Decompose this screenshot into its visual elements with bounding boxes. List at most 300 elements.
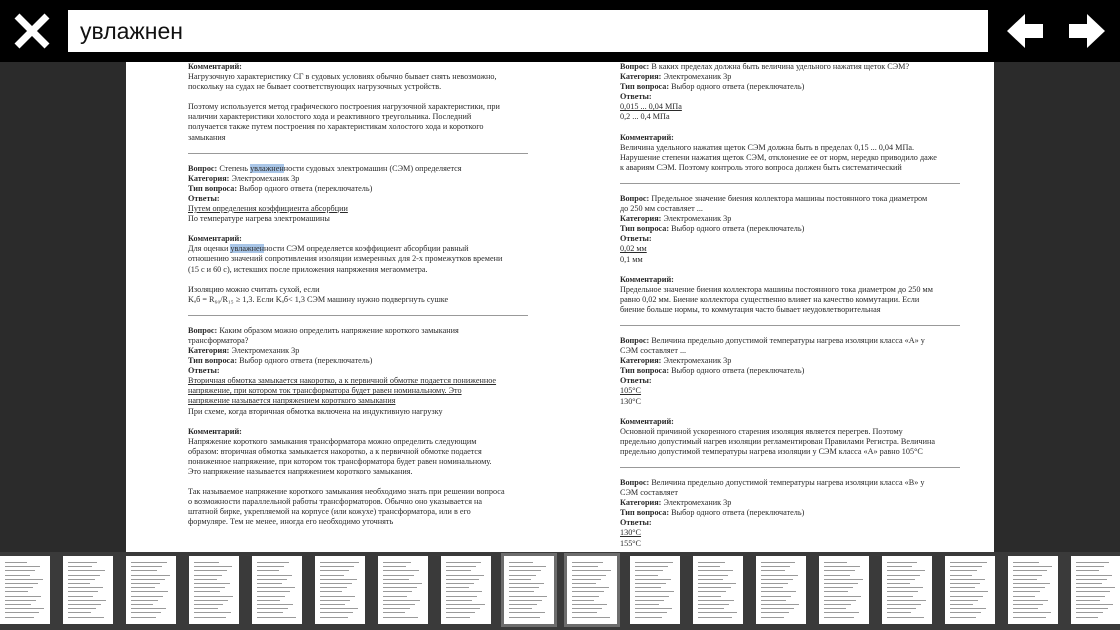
thumbnail-text-line [509, 587, 539, 588]
text-line: предельно допустимый нагрев изоляции регламентирован Правилами Регистра. Величина [620, 436, 935, 446]
thumbnail-text-line [572, 579, 601, 580]
thumbnail-text-line [761, 579, 793, 580]
thumbnail-text-line [131, 575, 170, 576]
page-thumbnail[interactable] [189, 556, 239, 624]
thumbnail-text-line [824, 575, 850, 576]
thumbnail-text-line [446, 591, 482, 592]
thumbnail-text-line [383, 617, 418, 618]
thumbnail-text-line [761, 587, 783, 588]
thumbnail-text-line [509, 608, 532, 609]
thumbnail-text-line [1013, 575, 1042, 576]
thumbnail-text-line [446, 575, 484, 576]
thumbnail-text-line [68, 579, 95, 580]
thumbnail-text-line [824, 591, 848, 592]
thumbnail-text-line [509, 575, 536, 576]
thumbnail-text-line [194, 587, 225, 588]
thumbnail-text-line [383, 579, 409, 580]
question-line: Вопрос: Степень увлажненности судовых электромашин (СЭМ) определяется [188, 163, 462, 173]
thumbnail-text-line [5, 583, 38, 584]
thumbnail-text-line [5, 617, 34, 618]
thumbnail-text-line [194, 596, 233, 597]
thumbnail-text-line [887, 600, 926, 601]
type-line: Тип вопроса: Выбор одного ответа (переключатель) [188, 183, 373, 193]
page-thumbnail[interactable] [0, 556, 50, 624]
thumbnail-text-line [1076, 570, 1099, 571]
text-line: Для оценки увлажненности СЭМ определяется коэффициент абсорбции равный [188, 244, 469, 254]
thumbnail-text-line [698, 579, 723, 580]
thumbnail-text-line [950, 617, 976, 618]
thumbnail-text-line [824, 570, 855, 571]
thumbnail-text-line [950, 587, 975, 588]
text-line: образом: вторичная обмотка замыкается накоротко, а к первичной обмотке подается [188, 446, 482, 456]
answers-label: Ответы: [620, 234, 652, 244]
thumbnail-text-line [950, 596, 983, 597]
thumbnail-text-line [824, 566, 860, 567]
thumbnail-text-line [446, 600, 472, 601]
thumbnail-text-line [509, 596, 547, 597]
thumbnail-text-line [257, 591, 290, 592]
thumbnail-text-line [131, 583, 160, 584]
thumbnail-text-line [950, 612, 981, 613]
type-line: Тип вопроса: Выбор одного ответа (переключатель) [620, 82, 805, 92]
answers-label: Ответы: [620, 92, 652, 102]
page-thumbnail[interactable] [693, 556, 743, 624]
page-thumbnail[interactable] [819, 556, 869, 624]
text-line: штатной бирке, укрепляемой на корпусе (или кожухе) трансформатора, или в его [188, 507, 471, 517]
thumbnail-text-line [320, 617, 348, 618]
answer-correct: Вторичная обмотка замыкается накоротко, а к первичной обмотке подается пониженное [188, 376, 497, 386]
page-thumbnail[interactable] [1071, 556, 1120, 624]
thumbnail-text-line [509, 612, 545, 613]
text-line: Основной причиной ускоренного старения изоляция является перегрев. Поэтому [620, 426, 903, 436]
thumbnail-text-line [950, 608, 986, 609]
thumbnail-text-line [320, 608, 358, 609]
comment-label: Комментарий: [620, 274, 674, 284]
type-line: Тип вопроса: Выбор одного ответа (переключатель) [620, 366, 805, 376]
category-line: Категория: Электромеханик 3р [188, 173, 300, 183]
thumbnail-text-line [5, 566, 40, 567]
thumbnail-text-line [383, 612, 405, 613]
thumbnail-text-line [761, 591, 796, 592]
thumbnail-text-line [824, 562, 847, 563]
thumbnail-text-line [1013, 570, 1047, 571]
thumbnail-text-line [824, 617, 854, 618]
search-highlight[interactable]: увлажнен [230, 244, 265, 254]
thumbnail-text-line [5, 608, 44, 609]
thumbnail-text-line [5, 600, 36, 601]
text-line: получается также путем построения по характеристикам холостого хода и короткого [188, 122, 484, 132]
thumbnail-text-line [761, 562, 795, 563]
thumbnail-text-line [1013, 562, 1039, 563]
thumbnail-text-line [635, 591, 674, 592]
thumbnail-text-line [572, 570, 611, 571]
thumbnail-text-line [635, 596, 669, 597]
thumbnail-text-line [131, 604, 153, 605]
thumbnail-text-line [194, 612, 231, 613]
thumbnail-text-line [635, 612, 667, 613]
thumbnail-text-line [1013, 566, 1052, 567]
thumbnail-text-line [257, 596, 285, 597]
thumbnail-text-line [257, 575, 292, 576]
answer-option: При схеме, когда вторичная обмотка включена на индуктивную нагрузку [188, 406, 443, 416]
answer-correct: напряжение называется напряжением короткого замыкания [188, 396, 396, 406]
thumbnail-text-line [698, 608, 724, 609]
previous-result-button[interactable] [1000, 8, 1050, 54]
document-viewer[interactable] [0, 62, 1120, 552]
thumbnail-text-line [950, 600, 978, 601]
category-line: Категория: Электромеханик 3р [620, 214, 732, 224]
answer-option: 0,2 ... 0,4 МПа [620, 112, 670, 122]
thumbnail-text-line [572, 596, 599, 597]
thumbnail-text-line [887, 604, 921, 605]
type-line: Тип вопроса: Выбор одного ответа (переключатель) [188, 356, 373, 366]
page-thumbnail[interactable] [1008, 556, 1058, 624]
thumbnail-text-line [572, 583, 596, 584]
thumbnail-text-line [257, 604, 293, 605]
answer-correct: 0,015 ... 0,04 МПа [620, 102, 682, 112]
thumbnail-text-line [446, 579, 479, 580]
answer-option: По температуре нагрева электромашины [188, 214, 330, 224]
page-thumbnail[interactable] [945, 556, 995, 624]
arrow-right-icon [1065, 11, 1109, 51]
thumbnail-text-line [509, 591, 534, 592]
text-line: Изоляцию можно считать сухой, если [188, 284, 320, 294]
thumbnail-text-line [383, 566, 406, 567]
thumbnail-text-line [257, 600, 280, 601]
page-thumbnail[interactable] [756, 556, 806, 624]
thumbnail-text-line [194, 562, 219, 563]
category-line: Категория: Электромеханик 3р [620, 356, 732, 366]
question-line: Вопрос: Предельное значение биения коллектора машины постоянного тока диаметром [620, 193, 928, 203]
category-line: Категория: Электромеханик 3р [620, 72, 732, 82]
thumbnail-text-line [887, 579, 915, 580]
thumbnail-text-line [383, 596, 407, 597]
thumbnail-text-line [572, 566, 598, 567]
thumbnail-text-line [698, 617, 732, 618]
thumbnail-text-line [761, 608, 794, 609]
thumbnail-text-line [383, 575, 414, 576]
thumbnail-text-line [68, 570, 105, 571]
thumbnail-text-line [887, 596, 913, 597]
thumbnail-strip[interactable] [0, 552, 1120, 630]
thumbnail-text-line [887, 587, 923, 588]
thumbnail-text-line [383, 604, 415, 605]
thumbnail-text-line [194, 600, 228, 601]
thumbnail-text-line [1076, 579, 1107, 580]
thumbnail-text-line [1076, 608, 1108, 609]
thumbnail-text-line [446, 617, 470, 618]
thumbnail-text-line [824, 600, 856, 601]
thumbnail-text-line [446, 583, 474, 584]
thumbnail-text-line [698, 596, 721, 597]
thumbnail-text-line [698, 591, 726, 592]
thumbnail-text-line [131, 608, 166, 609]
text-line: Нарушение степени нажатия щеток СЭМ, отклонение ее от норм, нередко приводило даже [620, 152, 937, 162]
thumbnail-text-line [887, 612, 911, 613]
thumbnail-text-line [68, 566, 92, 567]
text-line: биение больше нормы, то коммутация часто бывает неудовлетворительная [620, 304, 881, 314]
text-line: поскольку на судах не бывает соответствующих нагрузочных устройств. [188, 82, 442, 92]
category-line: Категория: Электромеханик 3р [188, 345, 300, 355]
thumbnail-text-line [887, 566, 912, 567]
thumbnail-text-line [1013, 583, 1050, 584]
page-thumbnail[interactable] [378, 556, 428, 624]
thumbnail-text-line [1076, 583, 1102, 584]
thumbnail-text-line [1076, 617, 1098, 618]
answer-option: 0,1 мм [620, 254, 643, 264]
document-page-left [126, 62, 560, 552]
thumbnail-text-line [194, 617, 226, 618]
thumbnail-text-line [950, 579, 985, 580]
answer-correct: 130°С [620, 528, 642, 538]
page-thumbnail[interactable] [567, 556, 617, 624]
answers-label: Ответы: [620, 518, 652, 528]
thumbnail-text-line [320, 562, 359, 563]
thumbnail-text-line [194, 575, 222, 576]
thumbnail-text-line [257, 562, 289, 563]
thumbnail-text-line [68, 617, 104, 618]
thumbnail-text-line [383, 587, 417, 588]
thumbnail-text-line [572, 591, 604, 592]
thumbnail-text-line [509, 579, 531, 580]
text-line: (15 с и 60 с), истекших после приложения напряжения мегаомметра. [188, 264, 428, 274]
thumbnail-text-line [950, 583, 980, 584]
thumbnail-text-line [635, 608, 672, 609]
thumbnail-text-line [131, 566, 162, 567]
comment-label: Комментарий: [188, 426, 242, 436]
page-thumbnail[interactable] [441, 556, 491, 624]
thumbnail-text-line [1013, 596, 1035, 597]
text-line: Так называемое напряжение короткого замыкания необходимо знать при решении вопроса [188, 487, 505, 497]
thumbnail-text-line [5, 575, 30, 576]
type-line: Тип вопроса: Выбор одного ответа (переключатель) [620, 508, 805, 518]
thumbnail-text-line [824, 608, 846, 609]
thumbnail-text-line [131, 617, 156, 618]
thumbnail-text-line [698, 583, 736, 584]
thumbnail-text-line [68, 600, 106, 601]
answer-correct: 0,02 мм [620, 244, 647, 254]
divider [188, 315, 528, 316]
thumbnail-text-line [950, 604, 973, 605]
thumbnail-text-line [68, 604, 101, 605]
thumbnail-text-line [824, 612, 859, 613]
comment-label: Комментарий: [620, 132, 674, 142]
thumbnail-text-line [698, 587, 731, 588]
thumbnail-text-line [194, 591, 220, 592]
thumbnail-text-line [383, 562, 411, 563]
thumbnail-text-line [509, 562, 533, 563]
thumbnail-text-line [1013, 608, 1038, 609]
search-input[interactable] [80, 10, 988, 52]
thumbnail-text-line [887, 562, 917, 563]
search-field[interactable] [68, 10, 988, 52]
thumbnail-text-line [1076, 575, 1112, 576]
thumbnail-text-line [887, 575, 920, 576]
text-line: СЭМ составляет [620, 488, 678, 498]
thumbnail-text-line [635, 570, 663, 571]
thumbnail-text-line [887, 583, 910, 584]
thumbnail-text-line [509, 604, 537, 605]
text-line: Нагрузочную характеристику СГ в судовых условиях обычно бывает снять невозможно, [188, 72, 497, 82]
thumbnail-text-line [950, 566, 982, 567]
thumbnail-text-line [5, 591, 28, 592]
answers-label: Ответы: [620, 376, 652, 386]
question-line: Вопрос: Каким образом можно определить напряжение короткого замыкания [188, 325, 459, 335]
thumbnail-text-line [257, 608, 288, 609]
thumbnail-text-line [446, 562, 481, 563]
divider [188, 153, 528, 154]
page-thumbnail[interactable] [63, 556, 113, 624]
thumbnail-text-line [761, 566, 790, 567]
next-result-button[interactable] [1062, 8, 1112, 54]
thumbnail-text-line [572, 617, 610, 618]
text-line: наличии характеристики холостого хода и реактивного треугольника. Последний [188, 112, 472, 122]
thumbnail-text-line [257, 579, 287, 580]
thumbnail-text-line [68, 575, 100, 576]
divider [620, 325, 960, 326]
thumbnail-text-line [1013, 587, 1045, 588]
thumbnail-text-line [5, 604, 31, 605]
thumbnail-text-line [635, 587, 661, 588]
thumbnail-text-line [1076, 587, 1115, 588]
thumbnail-text-line [68, 583, 90, 584]
thumbnail-text-line [824, 587, 853, 588]
thumbnail-text-line [320, 600, 350, 601]
thumbnail-text-line [698, 575, 728, 576]
thumbnail-text-line [446, 566, 476, 567]
thumbnail-text-line [824, 596, 861, 597]
thumbnail-text-line [194, 608, 218, 609]
thumbnail-text-line [5, 570, 35, 571]
thumbnail-text-line [950, 570, 977, 571]
thumbnail-text-line [131, 587, 155, 588]
text-line: предельно допустимой температуры нагрева изоляции у СЭМ класса «А» равно 105°С [620, 446, 923, 456]
text-line: формуляре. Тем не менее, иногда его необходимо уточнять [188, 517, 394, 527]
thumbnail-text-line [887, 608, 916, 609]
thumbnail-text-line [1076, 600, 1100, 601]
thumbnail-text-line [446, 612, 475, 613]
question-line: Вопрос: Величина предельно допустимой температуры нагрева изоляции класса «А» у [620, 335, 925, 345]
thumbnail-text-line [635, 600, 664, 601]
thumbnail-text-line [68, 562, 97, 563]
thumbnail-text-line [635, 575, 658, 576]
thumbnail-text-line [320, 570, 349, 571]
thumbnail-text-line [446, 608, 480, 609]
thumbnail-text-line [1076, 612, 1103, 613]
thumbnail-text-line [572, 575, 606, 576]
thumbnail-text-line [1013, 604, 1043, 605]
thumbnail-text-line [887, 570, 925, 571]
answer-option: 130°С [620, 396, 642, 406]
thumbnail-text-line [194, 570, 227, 571]
thumbnail-text-line [5, 596, 41, 597]
thumbnail-text-line [320, 587, 347, 588]
thumbnail-text-line [194, 604, 223, 605]
page-thumbnail[interactable] [315, 556, 365, 624]
thumbnail-text-line [68, 608, 96, 609]
page-thumbnail[interactable] [504, 556, 554, 624]
thumbnail-text-line [131, 579, 165, 580]
thumbnail-text-line [950, 575, 972, 576]
thumbnail-text-line [131, 562, 167, 563]
page-thumbnail[interactable] [630, 556, 680, 624]
thumbnail-text-line [194, 579, 217, 580]
thumbnail-text-line [131, 591, 168, 592]
thumbnail-text-line [194, 583, 230, 584]
comment-label: Комментарий: [620, 416, 674, 426]
thumbnail-text-line [824, 604, 851, 605]
thumbnail-text-line [635, 562, 673, 563]
thumbnail-text-line [698, 566, 720, 567]
page-thumbnail[interactable] [126, 556, 176, 624]
thumbnail-text-line [572, 612, 597, 613]
thumbnail-text-line [446, 596, 477, 597]
thumbnail-text-line [698, 600, 734, 601]
thumbnail-text-line [509, 617, 540, 618]
divider [620, 467, 960, 468]
thumbnail-text-line [635, 583, 666, 584]
thumbnail-text-line [194, 566, 232, 567]
thumbnail-text-line [320, 575, 344, 576]
text-line: о возможности параллельной работы трансформаторов. Обычно оно указывается на [188, 497, 483, 507]
thumbnail-text-line [131, 600, 158, 601]
thumbnail-text-line [698, 562, 725, 563]
thumbnail-text-line [509, 566, 546, 567]
thumbnail-text-line [320, 596, 355, 597]
thumbnail-text-line [698, 570, 733, 571]
thumbnail-text-line [5, 562, 27, 563]
document-page-right [560, 62, 994, 552]
thumbnail-text-line [635, 566, 668, 567]
thumbnail-text-line [572, 562, 603, 563]
thumbnail-text-line [1013, 579, 1037, 580]
thumbnail-text-line [635, 579, 671, 580]
thumbnail-text-line [761, 617, 784, 618]
thumbnail-text-line [5, 579, 43, 580]
text-line: Kₐб = R₆₀/R₁₅ ≥ 1,3. Если Kₐб< 1,3 СЭМ машину нужно подвергнуть сушке [188, 294, 449, 304]
thumbnail-text-line [383, 608, 410, 609]
thumbnail-text-line [1013, 600, 1048, 601]
page-thumbnail[interactable] [882, 556, 932, 624]
text-line: Поэтому используется метод графического построения нагрузочной характеристики, при [188, 102, 500, 112]
thumbnail-text-line [1076, 596, 1105, 597]
thumbnail-text-line [383, 583, 422, 584]
thumbnail-text-line [68, 612, 91, 613]
thumbnail-text-line [761, 596, 791, 597]
text-line: замыкания [188, 132, 226, 142]
category-line: Категория: Электромеханик 3р [620, 498, 732, 508]
question-line: Вопрос: В каких пределах должна быть величина удельного нажатия щеток СЭМ? [620, 62, 910, 71]
thumbnail-text-line [509, 600, 542, 601]
page-thumbnail[interactable] [252, 556, 302, 624]
text-line: отношению значений сопротивления изоляции измеренных для 2-х промежутков времени [188, 254, 503, 264]
thumbnail-text-line [257, 570, 279, 571]
close-button[interactable] [8, 8, 56, 54]
thumbnail-text-line [320, 612, 353, 613]
text-line: трансформатора? [188, 335, 249, 345]
text-line: Это напряжение называется напряжением короткого замыкания. [188, 467, 413, 476]
text-line: Предельное значение биения коллектора машины постоянного тока диаметром до 250 мм [620, 284, 933, 294]
answer-option: 155°С [620, 538, 642, 548]
divider [620, 183, 960, 184]
search-highlight[interactable]: увлажнен [250, 163, 284, 173]
comment-label: Комментарий: [188, 234, 242, 244]
thumbnail-text-line [320, 591, 342, 592]
thumbnail-text-line [131, 570, 157, 571]
thumbnail-text-line [509, 570, 541, 571]
thumbnail-text-line [320, 583, 352, 584]
thumbnail-text-line [446, 570, 471, 571]
